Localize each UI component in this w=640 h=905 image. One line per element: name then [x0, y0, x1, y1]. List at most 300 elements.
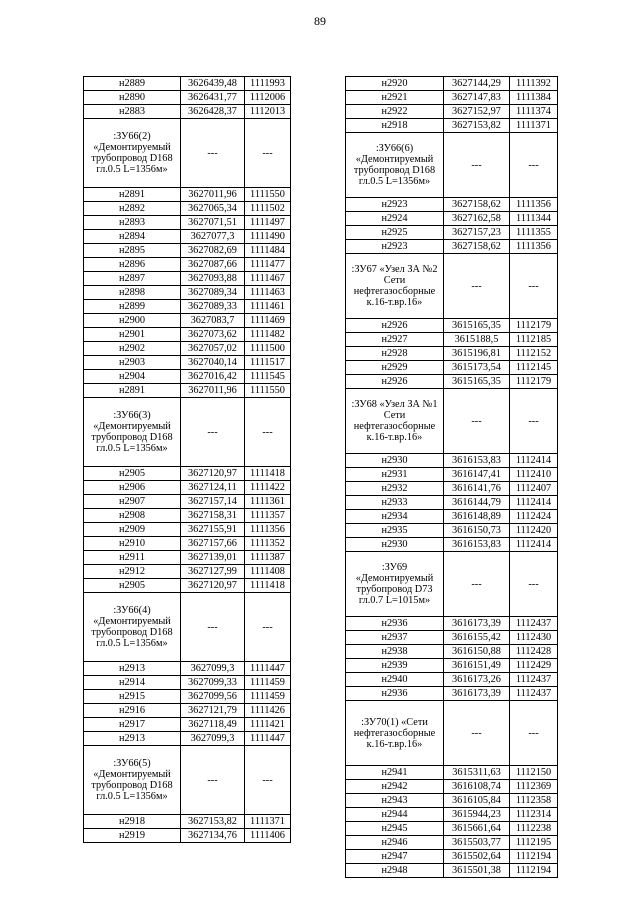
point-name: н2906	[84, 481, 181, 495]
point-name: н2942	[346, 780, 444, 794]
table-row	[84, 300, 291, 314]
x-coordinate: 3626431,77	[181, 91, 245, 105]
point-name: н2918	[84, 815, 181, 829]
table-row	[84, 565, 291, 579]
point-name: н2915	[84, 690, 181, 704]
x-coordinate: ---	[444, 552, 510, 617]
x-coordinate: 3627158,31	[181, 509, 245, 523]
point-name: н2899	[84, 300, 181, 314]
point-name: н2944	[346, 808, 444, 822]
point-name: н2932	[346, 482, 444, 496]
point-name: н2926	[346, 319, 444, 333]
x-coordinate: 3616144,79	[444, 496, 510, 510]
point-name: н2931	[346, 468, 444, 482]
table-row	[84, 384, 291, 398]
x-coordinate: 3627162,58	[444, 212, 510, 226]
table-row	[346, 538, 558, 552]
y-coordinate: 1111447	[245, 732, 291, 746]
parcel-header-row	[346, 701, 558, 766]
x-coordinate: 3627011,96	[181, 188, 245, 202]
x-coordinate: 3627083,7	[181, 314, 245, 328]
table-row	[346, 766, 558, 780]
x-coordinate: 3616151,49	[444, 659, 510, 673]
y-coordinate: 1111374	[510, 105, 558, 119]
y-coordinate: 1112414	[510, 454, 558, 468]
y-coordinate: 1112179	[510, 375, 558, 389]
x-coordinate: 3627153,82	[181, 815, 245, 829]
y-coordinate: 1112314	[510, 808, 558, 822]
x-coordinate: 3615165,35	[444, 319, 510, 333]
table-row	[84, 244, 291, 258]
point-name: н2913	[84, 732, 181, 746]
y-coordinate: 1111408	[245, 565, 291, 579]
table-row	[84, 105, 291, 119]
point-name: н2911	[84, 551, 181, 565]
y-coordinate: 1111371	[245, 815, 291, 829]
table-row	[346, 105, 558, 119]
x-coordinate: 3615944,23	[444, 808, 510, 822]
x-coordinate: 3615165,35	[444, 375, 510, 389]
point-name: н2923	[346, 198, 444, 212]
table-row	[84, 829, 291, 843]
x-coordinate: 3616150,88	[444, 645, 510, 659]
table-row	[84, 481, 291, 495]
point-name: н2891	[84, 188, 181, 202]
y-coordinate: 1111371	[510, 119, 558, 133]
y-coordinate: 1111463	[245, 286, 291, 300]
y-coordinate: 1112185	[510, 333, 558, 347]
y-coordinate: 1112013	[245, 105, 291, 119]
table-row	[346, 198, 558, 212]
table-row	[346, 780, 558, 794]
x-coordinate: 3627158,62	[444, 198, 510, 212]
x-coordinate: 3627089,34	[181, 286, 245, 300]
point-name: н2933	[346, 496, 444, 510]
y-coordinate: 1111461	[245, 300, 291, 314]
point-name: н2929	[346, 361, 444, 375]
point-name: н2927	[346, 333, 444, 347]
y-coordinate: 1112407	[510, 482, 558, 496]
x-coordinate: 3627011,96	[181, 384, 245, 398]
y-coordinate: 1111356	[245, 523, 291, 537]
x-coordinate: 3627040,14	[181, 356, 245, 370]
x-coordinate: 3616173,39	[444, 617, 510, 631]
y-coordinate: 1111500	[245, 342, 291, 356]
y-coordinate: ---	[510, 133, 558, 198]
table-row	[346, 794, 558, 808]
x-coordinate: 3616155,42	[444, 631, 510, 645]
table-row	[84, 662, 291, 676]
x-coordinate: 3616108,74	[444, 780, 510, 794]
y-coordinate: 1111421	[245, 718, 291, 732]
x-coordinate: 3616141,76	[444, 482, 510, 496]
table-row	[84, 537, 291, 551]
point-name: н2905	[84, 579, 181, 593]
table-row	[84, 551, 291, 565]
y-coordinate: 1112358	[510, 794, 558, 808]
point-name: н2925	[346, 226, 444, 240]
x-coordinate: 3615502,64	[444, 850, 510, 864]
y-coordinate: ---	[245, 398, 291, 467]
x-coordinate: 3616150,73	[444, 524, 510, 538]
point-name: н2920	[346, 77, 444, 91]
table-row	[346, 468, 558, 482]
y-coordinate: 1112410	[510, 468, 558, 482]
y-coordinate: 1112424	[510, 510, 558, 524]
point-name: н2945	[346, 822, 444, 836]
y-coordinate: 1112195	[510, 836, 558, 850]
y-coordinate: 1111418	[245, 579, 291, 593]
x-coordinate: 3616105,84	[444, 794, 510, 808]
point-name: н2903	[84, 356, 181, 370]
y-coordinate: 1112369	[510, 780, 558, 794]
parcel-label: :ЗУ67 «Узел ЗА №2 Сети нефтегазосборные к.16-т.вр.16»	[346, 254, 444, 319]
x-coordinate: 3627073,62	[181, 328, 245, 342]
x-coordinate: ---	[181, 746, 245, 815]
y-coordinate: 1111406	[245, 829, 291, 843]
point-name: н2930	[346, 454, 444, 468]
point-name: н2902	[84, 342, 181, 356]
table-row	[346, 347, 558, 361]
y-coordinate: 1112437	[510, 687, 558, 701]
x-coordinate: 3627157,66	[181, 537, 245, 551]
point-name: н2892	[84, 202, 181, 216]
y-coordinate: 1112194	[510, 864, 558, 878]
y-coordinate: ---	[245, 746, 291, 815]
y-coordinate: 1111993	[245, 77, 291, 91]
y-coordinate: 1111422	[245, 481, 291, 495]
parcel-header-row	[84, 398, 291, 467]
table-row	[84, 328, 291, 342]
y-coordinate: 1111550	[245, 188, 291, 202]
table-row	[84, 579, 291, 593]
table-row	[84, 286, 291, 300]
y-coordinate: ---	[510, 254, 558, 319]
point-name: н2889	[84, 77, 181, 91]
table-row	[346, 361, 558, 375]
parcel-header-row	[84, 746, 291, 815]
table-row	[84, 467, 291, 481]
y-coordinate: 1111490	[245, 230, 291, 244]
table-row	[346, 240, 558, 254]
x-coordinate: ---	[181, 398, 245, 467]
x-coordinate: 3627016,42	[181, 370, 245, 384]
x-coordinate: 3627120,97	[181, 579, 245, 593]
table-row	[84, 523, 291, 537]
table-row	[346, 91, 558, 105]
table-row	[84, 509, 291, 523]
parcel-header-row	[346, 389, 558, 454]
x-coordinate: 3627139,01	[181, 551, 245, 565]
y-coordinate: 1111352	[245, 537, 291, 551]
y-coordinate: 1111384	[510, 91, 558, 105]
table-row	[346, 333, 558, 347]
x-coordinate: 3627152,97	[444, 105, 510, 119]
x-coordinate: 3627093,88	[181, 272, 245, 286]
table-row	[346, 510, 558, 524]
point-name: н2907	[84, 495, 181, 509]
x-coordinate: 3627065,34	[181, 202, 245, 216]
x-coordinate: ---	[444, 133, 510, 198]
point-name: н2922	[346, 105, 444, 119]
table-row	[84, 342, 291, 356]
point-name: н2937	[346, 631, 444, 645]
parcel-label: :ЗУ66(4) «Демонтируемый трубопровод D168 гл.0.5 L=1356м»	[84, 593, 181, 662]
table-row	[84, 202, 291, 216]
point-name: н2926	[346, 375, 444, 389]
x-coordinate: ---	[444, 254, 510, 319]
y-coordinate: 1111392	[510, 77, 558, 91]
x-coordinate: 3627157,14	[181, 495, 245, 509]
table-row	[346, 687, 558, 701]
point-name: н2913	[84, 662, 181, 676]
table-row	[84, 732, 291, 746]
x-coordinate: 3627099,3	[181, 662, 245, 676]
point-name: н2896	[84, 258, 181, 272]
table-row	[84, 314, 291, 328]
x-coordinate: 3627120,97	[181, 467, 245, 481]
coordinates-table-left	[83, 76, 291, 843]
table-row	[346, 673, 558, 687]
point-name: н2894	[84, 230, 181, 244]
x-coordinate: 3627082,69	[181, 244, 245, 258]
y-coordinate: 1112152	[510, 347, 558, 361]
point-name: н2883	[84, 105, 181, 119]
x-coordinate: 3615196,81	[444, 347, 510, 361]
table-row	[84, 272, 291, 286]
y-coordinate: 1111517	[245, 356, 291, 370]
x-coordinate: 3627147,83	[444, 91, 510, 105]
x-coordinate: 3615173,54	[444, 361, 510, 375]
parcel-label: :ЗУ68 «Узел ЗА №1 Сети нефтегазосборные к.16-т.вр.16»	[346, 389, 444, 454]
table-row	[346, 836, 558, 850]
parcel-label: :ЗУ66(3) «Демонтируемый трубопровод D168 гл.0.5 L=1356м»	[84, 398, 181, 467]
y-coordinate: 1111387	[245, 551, 291, 565]
x-coordinate: ---	[181, 119, 245, 188]
point-name: н2938	[346, 645, 444, 659]
parcel-header-row	[346, 552, 558, 617]
y-coordinate: 1111550	[245, 384, 291, 398]
x-coordinate: 3627121,79	[181, 704, 245, 718]
x-coordinate: 3627124,11	[181, 481, 245, 495]
table-row	[346, 496, 558, 510]
x-coordinate: 3627099,56	[181, 690, 245, 704]
table-row	[346, 212, 558, 226]
y-coordinate: 1111467	[245, 272, 291, 286]
x-coordinate: 3627158,62	[444, 240, 510, 254]
point-name: н2940	[346, 673, 444, 687]
point-name: н2910	[84, 537, 181, 551]
x-coordinate: 3616147,41	[444, 468, 510, 482]
parcel-header-row	[84, 593, 291, 662]
table-row	[346, 659, 558, 673]
x-coordinate: 3627089,33	[181, 300, 245, 314]
y-coordinate: 1112179	[510, 319, 558, 333]
table-row	[84, 258, 291, 272]
y-coordinate: 1111545	[245, 370, 291, 384]
x-coordinate: 3627157,23	[444, 226, 510, 240]
x-coordinate: 3627127,99	[181, 565, 245, 579]
coordinates-table-right	[345, 76, 558, 878]
y-coordinate: ---	[510, 552, 558, 617]
table-row	[346, 454, 558, 468]
y-coordinate: 1111418	[245, 467, 291, 481]
y-coordinate: 1111357	[245, 509, 291, 523]
point-name: н2948	[346, 864, 444, 878]
y-coordinate: 1112414	[510, 496, 558, 510]
table-row	[346, 631, 558, 645]
x-coordinate: 3616153,83	[444, 454, 510, 468]
y-coordinate: 1112437	[510, 673, 558, 687]
x-coordinate: 3616173,39	[444, 687, 510, 701]
x-coordinate: 3616148,89	[444, 510, 510, 524]
table-row	[84, 718, 291, 732]
table-row	[346, 617, 558, 631]
parcel-label: :ЗУ69 «Демонтируемый трубопровод D73 гл.0.7 L=1015м»	[346, 552, 444, 617]
y-coordinate: 1111469	[245, 314, 291, 328]
table-row	[346, 850, 558, 864]
x-coordinate: ---	[181, 593, 245, 662]
page-number: 89	[314, 14, 326, 28]
point-name: н2935	[346, 524, 444, 538]
point-name: н2939	[346, 659, 444, 673]
table-row	[84, 704, 291, 718]
point-name: н2909	[84, 523, 181, 537]
parcel-label: :ЗУ70(1) «Сети нефтегазосборные к.16-т.вр.16»	[346, 701, 444, 766]
y-coordinate: 1112437	[510, 617, 558, 631]
parcel-label: :ЗУ66(6) «Демонтируемый трубопровод D168 гл.0.5 L=1356м»	[346, 133, 444, 198]
y-coordinate: 1112150	[510, 766, 558, 780]
table-row	[84, 188, 291, 202]
y-coordinate: ---	[510, 701, 558, 766]
y-coordinate: ---	[245, 593, 291, 662]
table-row	[346, 119, 558, 133]
y-coordinate: 1112145	[510, 361, 558, 375]
table-row	[346, 864, 558, 878]
y-coordinate: 1111356	[510, 198, 558, 212]
point-name: н2901	[84, 328, 181, 342]
y-coordinate: 1111459	[245, 676, 291, 690]
table-row	[346, 226, 558, 240]
y-coordinate: 1111482	[245, 328, 291, 342]
x-coordinate: 3615503,77	[444, 836, 510, 850]
y-coordinate: 1111497	[245, 216, 291, 230]
point-name: н2930	[346, 538, 444, 552]
point-name: н2921	[346, 91, 444, 105]
point-name: н2928	[346, 347, 444, 361]
x-coordinate: 3615188,5	[444, 333, 510, 347]
table-row	[84, 216, 291, 230]
point-name: н2893	[84, 216, 181, 230]
parcel-header-row	[346, 254, 558, 319]
parcel-header-row	[346, 133, 558, 198]
parcel-header-row	[84, 119, 291, 188]
table-row	[84, 230, 291, 244]
x-coordinate: ---	[444, 701, 510, 766]
x-coordinate: 3627118,49	[181, 718, 245, 732]
point-name: н2890	[84, 91, 181, 105]
point-name: н2923	[346, 240, 444, 254]
parcel-label: :ЗУ66(5) «Демонтируемый трубопровод D168 гл.0.5 L=1356м»	[84, 746, 181, 815]
table-row	[346, 645, 558, 659]
x-coordinate: 3626439,48	[181, 77, 245, 91]
table-row	[346, 524, 558, 538]
x-coordinate: 3627099,3	[181, 732, 245, 746]
point-name: н2917	[84, 718, 181, 732]
y-coordinate: 1112430	[510, 631, 558, 645]
x-coordinate: 3627099,33	[181, 676, 245, 690]
point-name: н2936	[346, 687, 444, 701]
point-name: н2936	[346, 617, 444, 631]
y-coordinate: 1112414	[510, 538, 558, 552]
table-row	[346, 808, 558, 822]
x-coordinate: 3627077,3	[181, 230, 245, 244]
point-name: н2919	[84, 829, 181, 843]
point-name: н2943	[346, 794, 444, 808]
table-row	[346, 375, 558, 389]
x-coordinate: 3615311,63	[444, 766, 510, 780]
point-name: н2914	[84, 676, 181, 690]
y-coordinate: 1111426	[245, 704, 291, 718]
y-coordinate: 1111502	[245, 202, 291, 216]
x-coordinate: 3616173,26	[444, 673, 510, 687]
parcel-label: :ЗУ66(2) «Демонтируемый трубопровод D168 гл.0.5 L=1356м»	[84, 119, 181, 188]
x-coordinate: ---	[444, 389, 510, 454]
x-coordinate: 3616153,83	[444, 538, 510, 552]
x-coordinate: 3627153,82	[444, 119, 510, 133]
point-name: н2934	[346, 510, 444, 524]
table-row	[84, 91, 291, 105]
y-coordinate: 1111361	[245, 495, 291, 509]
table-row	[346, 77, 558, 91]
point-name: н2916	[84, 704, 181, 718]
point-name: н2897	[84, 272, 181, 286]
table-row	[84, 690, 291, 704]
x-coordinate: 3627071,51	[181, 216, 245, 230]
point-name: н2908	[84, 509, 181, 523]
y-coordinate: ---	[245, 119, 291, 188]
y-coordinate: 1112194	[510, 850, 558, 864]
x-coordinate: 3627134,76	[181, 829, 245, 843]
table-row	[346, 482, 558, 496]
table-row	[84, 495, 291, 509]
x-coordinate: 3615661,64	[444, 822, 510, 836]
y-coordinate: 1112238	[510, 822, 558, 836]
point-name: н2941	[346, 766, 444, 780]
x-coordinate: 3626428,37	[181, 105, 245, 119]
y-coordinate: 1111447	[245, 662, 291, 676]
table-row	[84, 676, 291, 690]
table-row	[84, 370, 291, 384]
y-coordinate: 1112006	[245, 91, 291, 105]
y-coordinate: 1111344	[510, 212, 558, 226]
point-name: н2912	[84, 565, 181, 579]
y-coordinate: 1111355	[510, 226, 558, 240]
point-name: н2924	[346, 212, 444, 226]
y-coordinate: 1112428	[510, 645, 558, 659]
point-name: н2895	[84, 244, 181, 258]
table-row	[84, 815, 291, 829]
point-name: н2905	[84, 467, 181, 481]
point-name: н2898	[84, 286, 181, 300]
table-row	[84, 77, 291, 91]
x-coordinate: 3627087,66	[181, 258, 245, 272]
table-row	[346, 822, 558, 836]
y-coordinate: ---	[510, 389, 558, 454]
y-coordinate: 1112429	[510, 659, 558, 673]
y-coordinate: 1111356	[510, 240, 558, 254]
y-coordinate: 1111477	[245, 258, 291, 272]
